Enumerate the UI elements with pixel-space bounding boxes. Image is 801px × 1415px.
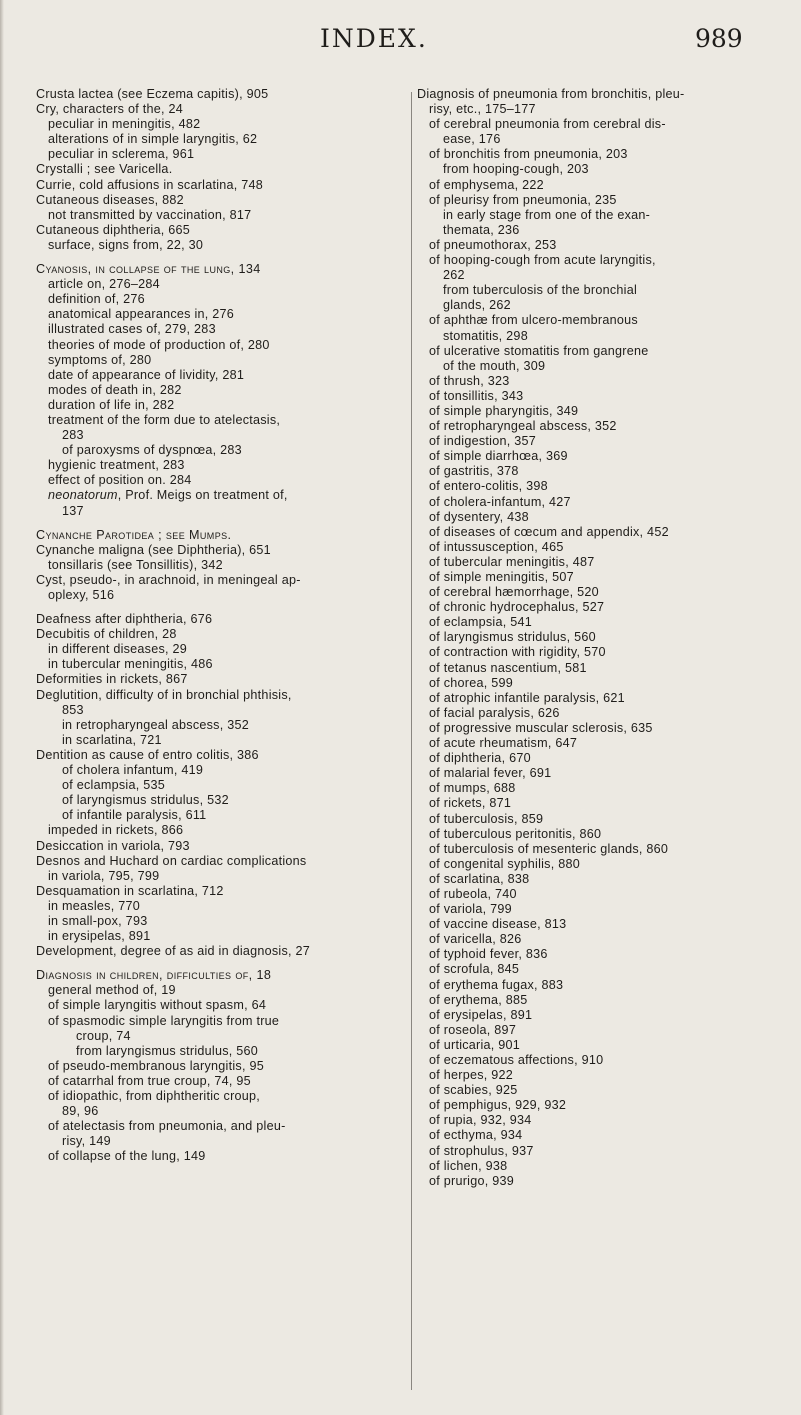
index-entry: Cynanche Parotidea ; see Mumps.	[36, 527, 232, 542]
index-subentry: of cerebral hæmorrhage, 520	[429, 585, 599, 600]
index-subentry: of eclampsia, 541	[429, 615, 532, 630]
index-subentry: of rubeola, 740	[429, 886, 517, 901]
index-subentry: of pseudo-membranous laryngitis, 95	[48, 1058, 264, 1073]
index-subentry: of chorea, 599	[429, 675, 514, 690]
index-entry: Cyst, pseudo-, in arachnoid, in meningeal ap-	[36, 572, 301, 587]
index-subentry: of simple meningitis, 507	[429, 570, 574, 584]
index-subentry: of eclampsia, 535	[62, 778, 165, 793]
index-subentry: of intussusception, 465	[429, 539, 564, 554]
index-subentry: definition of, 276	[48, 292, 145, 307]
index-subentry: duration of life in, 282	[48, 397, 175, 412]
index-column-left	[36, 87, 396, 1164]
index-subentry: of pneumothorax, 253	[429, 237, 557, 252]
index-subentry: of simple diarrhœa, 369	[429, 449, 568, 464]
index-subentry: of laryngismus stridulus, 560	[429, 630, 596, 645]
index-subentry: of contraction with rigidity, 570	[429, 645, 606, 660]
index-subentry: of spasmodic simple laryngitis from true	[48, 1013, 280, 1028]
index-subentry: 853	[62, 702, 84, 717]
index-subentry: from hooping-cough, 203	[443, 162, 589, 177]
index-entry: Desquamation in scarlatina, 712	[36, 883, 224, 898]
index-subentry: of simple pharyngitis, 349	[429, 403, 579, 418]
index-subentry: from laryngismus stridulus, 560	[76, 1043, 259, 1058]
index-subentry: anatomical appearances in, 276	[48, 307, 235, 322]
index-subentry: theories of mode of production of, 280	[48, 337, 270, 352]
index-subentry: themata, 236	[443, 222, 520, 237]
index-subentry: of atelectasis from pneumonia, and pleu-	[48, 1119, 286, 1134]
index-subentry: of retropharyngeal abscess, 352	[429, 419, 617, 434]
index-subentry: in variola, 795, 799	[48, 868, 160, 883]
index-subentry: of atrophic infantile paralysis, 621	[429, 690, 625, 705]
index-subentry: of herpes, 922	[429, 1068, 514, 1083]
index-entry: Cutaneous diseases, 882	[36, 192, 184, 207]
index-subentry: illustrated cases of, 279, 283	[48, 322, 216, 337]
index-subentry: date of appearance of lividity, 281	[48, 367, 245, 382]
index-subentry: of scarlatina, 838	[429, 871, 530, 886]
index-entry: Development, degree of as aid in diagnosis, 27	[36, 944, 311, 959]
index-subentry: of laryngismus stridulus, 532	[62, 793, 229, 808]
index-subentry: of tuberculous peritonitis, 860	[429, 826, 602, 841]
index-subentry: stomatitis, 298	[443, 328, 528, 343]
index-subentry: in retropharyngeal abscess, 352	[62, 717, 249, 732]
index-subentry: of catarrhal from true croup, 74, 95	[48, 1073, 251, 1088]
index-subentry: of vaccine disease, 813	[429, 917, 567, 932]
index-subentry: hygienic treatment, 283	[48, 458, 185, 473]
index-subentry: of roseola, 897	[429, 1022, 517, 1037]
index-subentry: of scrofula, 845	[429, 962, 520, 977]
index-subentry: of thrush, 323	[429, 373, 510, 388]
index-subentry: of diseases of cœcum and appendix, 452	[429, 524, 669, 539]
index-subentry: of idiopathic, from diphtheritic croup,	[48, 1089, 261, 1103]
index-entry: Currie, cold affusions in scarlatina, 748	[36, 177, 264, 192]
index-subentry: modes of death in, 282	[48, 382, 182, 397]
index-subentry: of rupia, 932, 934	[429, 1113, 532, 1128]
index-entry: Desiccation in variola, 793	[36, 838, 190, 853]
index-subentry: tonsillaris (see Tonsillitis), 342	[48, 557, 223, 572]
index-subentry: of aphthæ from ulcero-membranous	[429, 313, 638, 328]
index-entry: Decubitis of children, 28	[36, 627, 177, 642]
index-subentry: of collapse of the lung, 149	[48, 1149, 206, 1164]
index-subentry: of gastritis, 378	[429, 464, 519, 479]
index-subentry: of cerebral pneumonia from cerebral dis-	[429, 117, 666, 132]
index-subentry: of paroxysms of dyspnœa, 283	[62, 443, 242, 458]
index-entry: Deafness after diphtheria, 676	[36, 612, 213, 627]
index-entry: Cry, characters of the, 24	[36, 102, 183, 117]
index-subentry: general method of, 19	[48, 983, 176, 998]
page-title: INDEX.	[320, 24, 428, 53]
index-subentry: not transmitted by vaccination, 817	[48, 207, 252, 222]
index-entry: Desnos and Huchard on cardiac complications	[36, 853, 307, 868]
index-subentry: of pleurisy from pneumonia, 235	[429, 192, 617, 207]
index-subentry: of emphysema, 222	[429, 177, 544, 192]
index-entry: Crusta lactea (see Eczema capitis), 905	[36, 87, 269, 101]
index-subentry: in early stage from one of the exan-	[443, 207, 651, 222]
index-subentry: of cholera infantum, 419	[62, 763, 204, 778]
column-divider	[411, 92, 412, 1390]
index-subentry: of typhoid fever, 836	[429, 947, 548, 962]
index-entry: Diagnosis of pneumonia from bronchitis, pleu-	[417, 87, 685, 101]
section-gap	[36, 253, 396, 262]
index-subentry: peculiar in meningitis, 482	[48, 117, 201, 132]
index-subentry: of acute rheumatism, 647	[429, 736, 578, 751]
index-subentry: of varicella, 826	[429, 932, 522, 947]
index-entry: Cynanche maligna (see Diphtheria), 651	[36, 542, 271, 557]
index-subentry: of tonsillitis, 343	[429, 388, 524, 403]
index-entry: Deglutition, difficulty of in bronchial phthisis,	[36, 687, 292, 702]
index-subentry: of ecthyma, 934	[429, 1128, 523, 1143]
index-subentry: of diphtheria, 670	[429, 751, 531, 766]
index-subentry: in scarlatina, 721	[62, 732, 162, 747]
index-subentry: of dysentery, 438	[429, 509, 529, 524]
index-subentry: of simple laryngitis without spasm, 64	[48, 998, 267, 1013]
index-entry: Crystalli ; see Varicella.	[36, 162, 173, 177]
index-subentry: of erythema fugax, 883	[429, 977, 564, 992]
index-subentry: of rickets, 871	[429, 796, 512, 811]
index-subentry: oplexy, 516	[48, 588, 115, 602]
section-gap	[36, 519, 396, 528]
index-subentry: 89, 96	[62, 1104, 99, 1119]
index-subentry: in tubercular meningitis, 486	[48, 657, 213, 672]
index-subentry: of entero-colitis, 398	[429, 479, 548, 494]
index-subentry: neonatorum, Prof. Meigs on treatment of,	[48, 488, 288, 503]
index-subentry: risy, etc., 175–177	[429, 102, 536, 117]
index-subentry: croup, 74	[76, 1028, 131, 1043]
index-subentry: of tubercular meningitis, 487	[429, 554, 595, 569]
index-subentry: ease, 176	[443, 132, 501, 147]
index-subentry: of lichen, 938	[429, 1158, 508, 1173]
index-subentry: of variola, 799	[429, 902, 512, 917]
index-entry: Dentition as cause of entro colitis, 386	[36, 747, 259, 762]
index-subentry: of hooping-cough from acute laryngitis,	[429, 253, 656, 268]
index-subentry: article on, 276–284	[48, 277, 160, 292]
page-number: 989	[695, 24, 743, 53]
index-subentry: of tuberculosis, 859	[429, 811, 544, 826]
index-subentry: in erysipelas, 891	[48, 929, 151, 944]
index-subentry: of eczematous affections, 910	[429, 1053, 604, 1067]
index-column-right	[417, 87, 787, 1189]
index-subentry: of infantile paralysis, 611	[62, 808, 207, 823]
index-entry: Deformities in rickets, 867	[36, 672, 188, 687]
italic-term: neonatorum	[48, 488, 118, 503]
index-subentry: of pemphigus, 929, 932	[429, 1098, 567, 1113]
index-subentry: peculiar in sclerema, 961	[48, 147, 195, 162]
index-subentry: glands, 262	[443, 298, 511, 313]
index-subentry: of strophulus, 937	[429, 1143, 534, 1158]
index-subentry: risy, 149	[62, 1134, 111, 1149]
index-subentry: in measles, 770	[48, 898, 140, 913]
index-subentry: of tuberculosis of mesenteric glands, 860	[429, 841, 669, 856]
index-subentry: effect of position on. 284	[48, 473, 192, 488]
index-subentry: of ulcerative stomatitis from gangrene	[429, 343, 649, 358]
page-header	[0, 10, 801, 60]
index-subentry: of indigestion, 357	[429, 434, 536, 449]
index-subentry: of bronchitis from pneumonia, 203	[429, 147, 628, 162]
index-subentry: of scabies, 925	[429, 1083, 518, 1098]
index-subentry: of prurigo, 939	[429, 1173, 514, 1188]
page-edge-shadow	[0, 0, 4, 1415]
index-subentry: impeded in rickets, 866	[48, 823, 184, 838]
index-subentry: 262	[443, 268, 465, 283]
index-subentry: from tuberculosis of the bronchial	[443, 283, 637, 298]
index-entry: Cutaneous diphtheria, 665	[36, 222, 190, 237]
index-subentry: of erysipelas, 891	[429, 1007, 533, 1022]
index-subentry: in small-pox, 793	[48, 913, 148, 928]
section-gap	[36, 603, 396, 612]
index-subentry: of chronic hydrocephalus, 527	[429, 600, 605, 615]
index-subentry: of facial paralysis, 626	[429, 705, 560, 720]
index-subentry: of the mouth, 309	[443, 358, 546, 373]
index-subentry: 283	[62, 428, 84, 443]
index-subentry: of congenital syphilis, 880	[429, 856, 580, 871]
index-subentry: of tetanus nascentium, 581	[429, 660, 587, 675]
index-subentry: of erythema, 885	[429, 992, 528, 1007]
index-subentry: symptoms of, 280	[48, 352, 152, 367]
index-subentry: of malarial fever, 691	[429, 766, 552, 781]
index-subentry: of mumps, 688	[429, 781, 516, 796]
index-entry: Diagnosis in children, difficulties of, 18	[36, 968, 272, 983]
index-subentry: treatment of the form due to atelectasis,	[48, 412, 281, 427]
index-subentry: 137	[62, 503, 84, 518]
index-entry: Cyanosis, in collapse of the lung, 134	[36, 262, 261, 277]
index-subentry: of progressive muscular sclerosis, 635	[429, 720, 653, 735]
index-subentry: in different diseases, 29	[48, 642, 188, 657]
index-subentry: of urticaria, 901	[429, 1037, 521, 1052]
index-subentry: of cholera-infantum, 427	[429, 494, 571, 509]
index-subentry: surface, signs from, 22, 30	[48, 237, 204, 252]
section-gap	[36, 959, 396, 968]
index-subentry: alterations of in simple laryngitis, 62	[48, 132, 258, 147]
